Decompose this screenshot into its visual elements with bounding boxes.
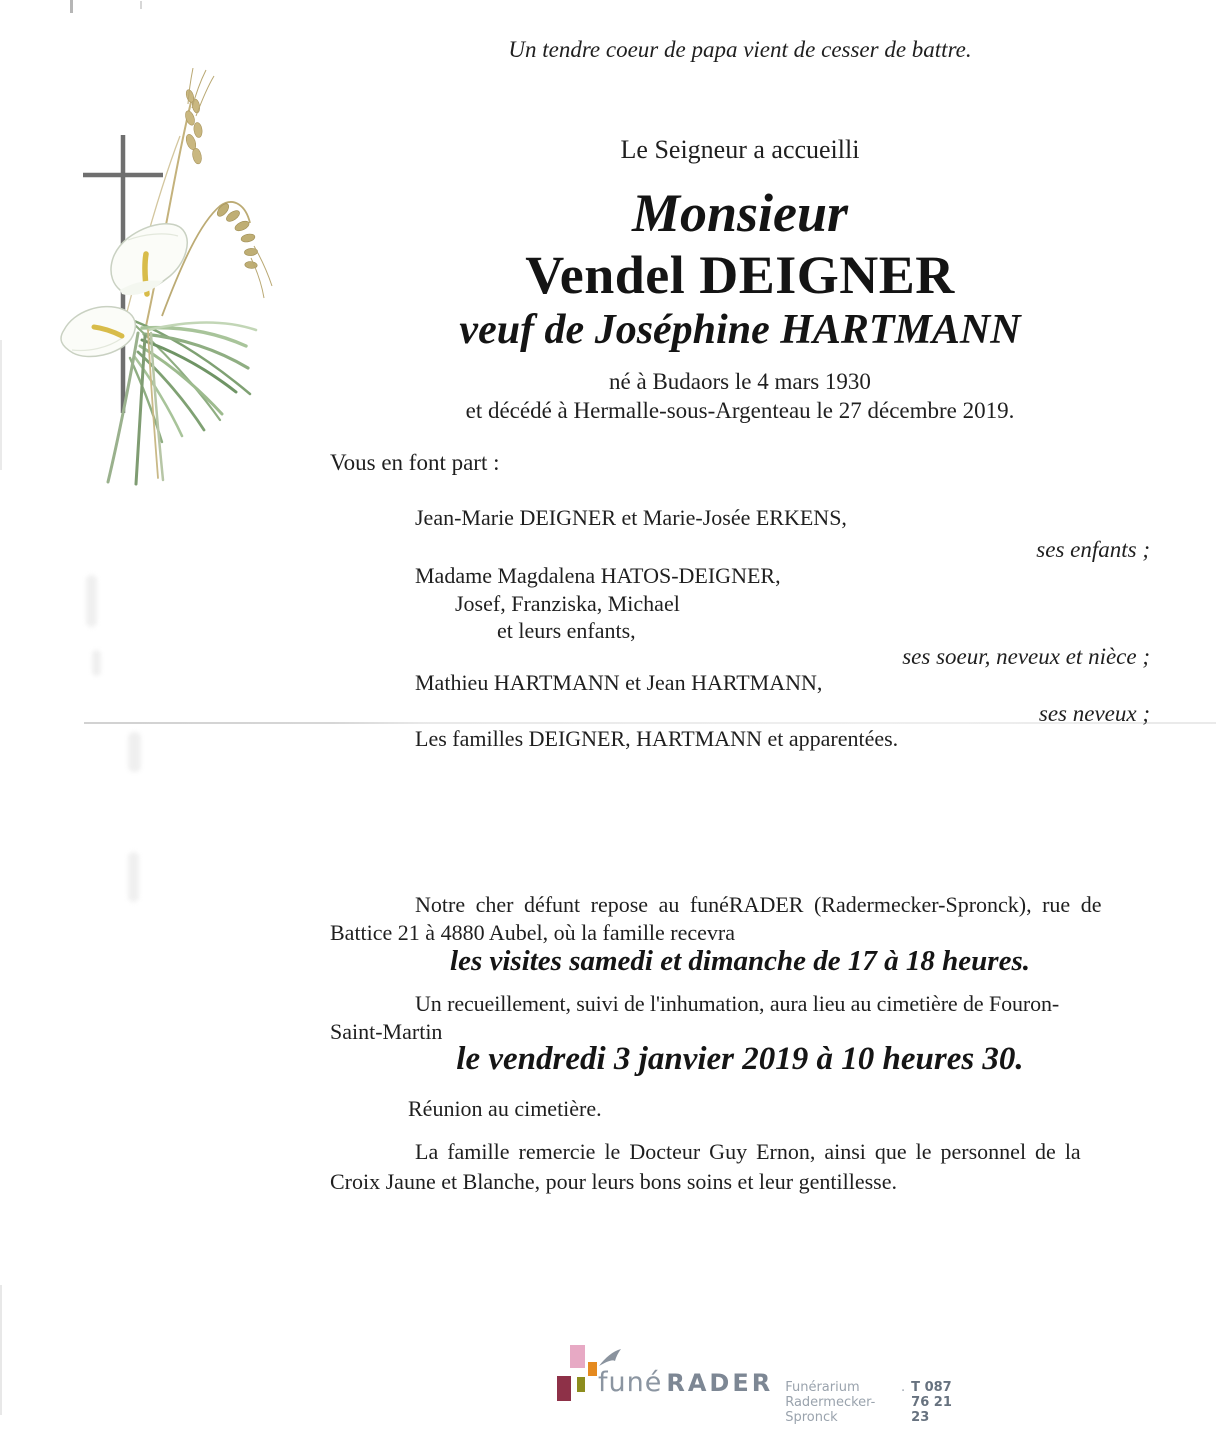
burial-line-2: Saint-Martin bbox=[330, 1019, 443, 1044]
scan-artifact-tick bbox=[140, 1, 142, 9]
logo-mark-darkred bbox=[557, 1376, 571, 1401]
thanks-line-2: Croix Jaune et Blanche, pour leurs bons soins et leur gentillesse. bbox=[330, 1169, 897, 1194]
wake-line-2: Battice 21 à 4880 Aubel, où la famille recevra bbox=[330, 920, 736, 945]
family-entry-line: Mathieu HARTMANN et Jean HARTMANN, bbox=[415, 670, 823, 695]
announcement-lead: Vous en font part : bbox=[330, 450, 500, 475]
family-entry-line: Josef, Franziska, Michael bbox=[455, 591, 680, 616]
burial-date-line: le vendredi 3 janvier 2019 à 10 heures 30. bbox=[456, 1041, 1024, 1077]
epigraph-line: Un tendre coeur de papa vient de cesser de battre. bbox=[508, 37, 972, 62]
family-entry-line: Jean-Marie DEIGNER et Marie-Josée ERKENS, bbox=[415, 505, 847, 530]
deceased-relation: veuf de Joséphine HARTMANN bbox=[459, 307, 1021, 353]
brand-separator: . bbox=[901, 1380, 906, 1395]
deceased-title: Monsieur bbox=[631, 183, 849, 243]
brand-prefix: funé bbox=[598, 1367, 663, 1398]
logo-mark-olive bbox=[577, 1377, 585, 1392]
wake-line-1: Notre cher défunt repose au funéRADER (Radermecker-Spronck), rue de bbox=[415, 892, 1102, 917]
scan-artifact-tick bbox=[70, 0, 73, 13]
scan-artifact-edge bbox=[0, 1285, 2, 1415]
family-entry-line: Madame Magdalena HATOS-DEIGNER, bbox=[415, 563, 781, 588]
death-line: et décédé à Hermalle-sous-Argenteau le 27 décembre 2019. bbox=[465, 398, 1015, 423]
logo-mark-pink bbox=[570, 1345, 585, 1368]
family-entry-line: et leurs enfants, bbox=[497, 618, 636, 643]
scan-artifact-smudge bbox=[92, 650, 101, 676]
visiting-hours-line: les visites samedi et dimanche de 17 à 18 heures. bbox=[450, 945, 1030, 977]
memorial-artwork bbox=[50, 68, 320, 488]
scan-artifact-edge bbox=[0, 340, 2, 470]
thanks-line-1: La famille remercie le Docteur Guy Ernon, ainsi que le personnel de la bbox=[415, 1139, 1081, 1164]
scan-artifact-smudge bbox=[128, 732, 141, 772]
attribution-line: ses soeur, neveux et nièce ; bbox=[902, 644, 1150, 669]
family-entry-line: Les familles DEIGNER, HARTMANN et apparentées. bbox=[415, 726, 899, 751]
logo-mark-orange bbox=[588, 1362, 597, 1376]
scan-artifact-smudge bbox=[128, 852, 139, 902]
brand-phone: T 087 76 21 23 bbox=[911, 1380, 952, 1425]
brand-name: RADER bbox=[666, 1369, 774, 1397]
attribution-line: ses enfants ; bbox=[1036, 537, 1150, 562]
flower-stems bbox=[108, 330, 163, 484]
burial-line-1: Un recueillement, suivi de l'inhumation, aura lieu au cimetière de Fouron- bbox=[415, 991, 1060, 1016]
meeting-line: Réunion au cimetière. bbox=[408, 1096, 602, 1121]
scan-artifact-smudge bbox=[86, 575, 97, 627]
birth-line: né à Budaors le 4 mars 1930 bbox=[609, 369, 871, 394]
attribution-line: ses neveux ; bbox=[1038, 701, 1150, 726]
bird-icon bbox=[598, 1348, 624, 1368]
funeral-home-logo bbox=[545, 1337, 965, 1425]
intro-line: Le Seigneur a accueilli bbox=[620, 135, 860, 164]
deceased-name: Vendel DEIGNER bbox=[525, 245, 955, 305]
brand-tagline: Funérarium Radermecker-Spronck bbox=[785, 1380, 876, 1425]
